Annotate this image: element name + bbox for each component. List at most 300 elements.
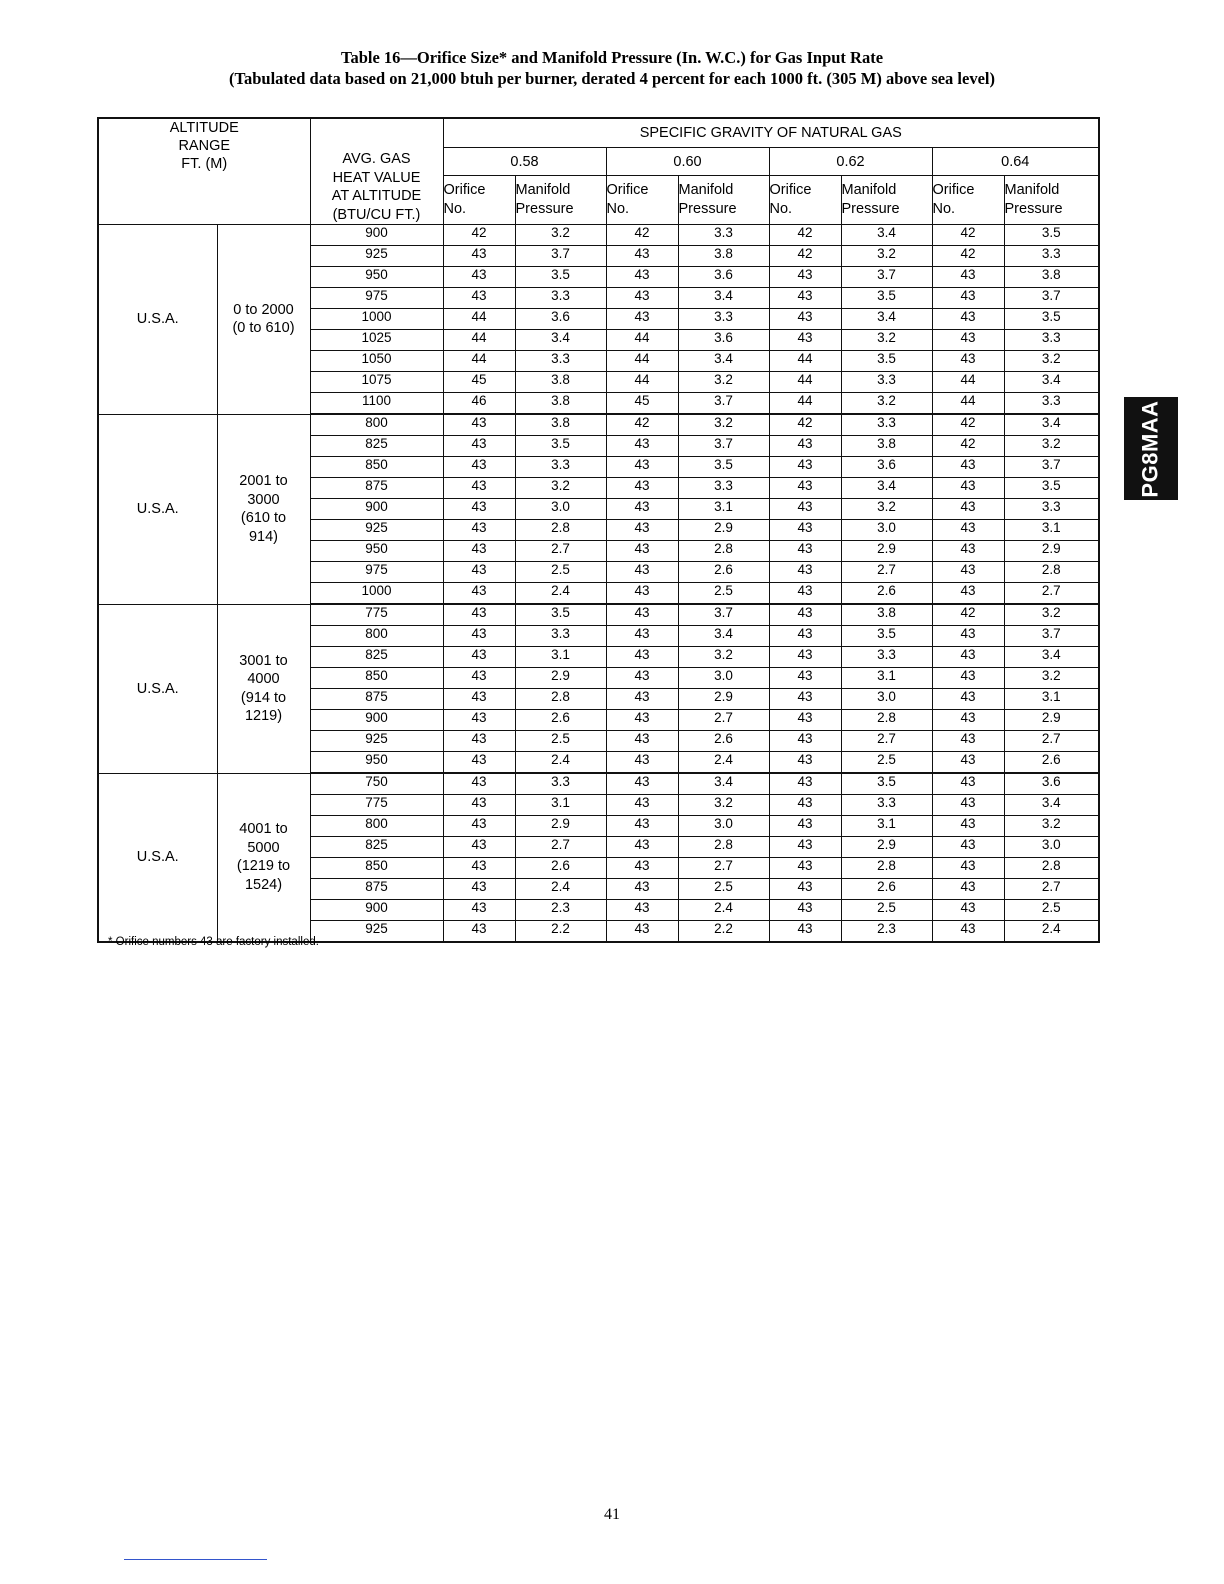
orifice-no-cell: 43 [932, 351, 1004, 372]
table-title: Table 16—Orifice Size* and Manifold Pressure (In. W.C.) for Gas Input Rate [340, 48, 884, 67]
manifold-pressure-cell: 2.9 [515, 816, 606, 837]
manifold-pressure-cell: 3.5 [678, 457, 769, 478]
manifold-pressure-cell: 3.5 [841, 351, 932, 372]
orifice-no-cell: 43 [606, 499, 678, 520]
manifold-pressure-cell: 2.5 [678, 583, 769, 605]
orifice-no-cell: 43 [769, 668, 841, 689]
heat-value-cell: 875 [310, 478, 443, 499]
orifice-no-cell: 43 [769, 583, 841, 605]
orifice-no-cell: 43 [606, 921, 678, 943]
orifice-no-cell: 43 [443, 267, 515, 288]
orifice-no-cell: 43 [443, 773, 515, 795]
manifold-pressure-cell: 3.1 [1004, 689, 1099, 710]
manifold-pressure-cell: 2.5 [678, 879, 769, 900]
orifice-no-cell: 43 [443, 626, 515, 647]
heat-value-cell: 1025 [310, 330, 443, 351]
orifice-no-cell: 43 [606, 795, 678, 816]
orifice-no-cell: 44 [769, 372, 841, 393]
orifice-no-cell: 43 [606, 541, 678, 562]
manifold-pressure-cell: 2.6 [515, 858, 606, 879]
heat-value-cell: 1000 [310, 583, 443, 605]
orifice-no-cell: 44 [932, 393, 1004, 415]
orifice-no-cell: 44 [606, 372, 678, 393]
orifice-no-cell: 43 [769, 457, 841, 478]
orifice-no-cell: 43 [932, 478, 1004, 499]
orifice-no-cell: 43 [932, 288, 1004, 309]
avg-gas-heat-header: AVG. GAS HEAT VALUE AT ALTITUDE (BTU/CU FT.) [310, 118, 443, 225]
orifice-no-cell: 43 [932, 647, 1004, 668]
manifold-pressure-cell: 2.9 [1004, 710, 1099, 731]
altitude-range-label [217, 604, 310, 773]
orifice-no-cell: 43 [769, 879, 841, 900]
orifice-no-cell: 43 [932, 583, 1004, 605]
manifold-pressure-cell: 3.3 [841, 647, 932, 668]
manifold-pressure-cell: 3.4 [678, 351, 769, 372]
manifold-pressure-cell: 3.5 [841, 288, 932, 309]
manifold-pressure-cell: 3.7 [1004, 457, 1099, 478]
orifice-no-cell: 43 [606, 288, 678, 309]
altitude-range-label [217, 414, 310, 604]
orifice-no-cell: 44 [443, 309, 515, 330]
manifold-pressure-cell: 2.4 [678, 752, 769, 774]
orifice-no-cell: 43 [606, 478, 678, 499]
altitude-range-line: 1219) [244, 708, 283, 724]
manifold-pressure-cell: 2.3 [515, 900, 606, 921]
orifice-no-cell: 43 [443, 647, 515, 668]
altitude-range-line: (0 to 610) [232, 320, 295, 337]
footnote: * Orifice numbers 43 are factory installed. [108, 936, 319, 948]
manifold-pressure-cell: 3.3 [515, 773, 606, 795]
orifice-no-cell: 43 [443, 816, 515, 837]
manifold-pressure-cell: 3.4 [841, 225, 932, 246]
heat-value-cell: 850 [310, 457, 443, 478]
orifice-no-cell: 43 [769, 478, 841, 499]
manifold-pressure-cell: 3.2 [1004, 604, 1099, 626]
orifice-no-cell: 43 [932, 837, 1004, 858]
manifold-pressure-cell: 3.2 [841, 246, 932, 267]
manifold-pressure-cell: 3.3 [515, 351, 606, 372]
manifold-pressure-cell: 3.2 [1004, 351, 1099, 372]
manifold-pressure-cell: 3.8 [841, 604, 932, 626]
manifold-pressure-cell: 2.7 [678, 710, 769, 731]
page-number: 41 [604, 1506, 620, 1523]
manifold-pressure-cell: 2.3 [841, 921, 932, 943]
manifold-pressure-cell: 3.1 [841, 816, 932, 837]
heat-value-cell: 900 [310, 225, 443, 246]
manifold-pressure-cell: 3.3 [841, 414, 932, 436]
orifice-no-cell: 43 [606, 710, 678, 731]
manifold-pressure-cell: 2.6 [515, 710, 606, 731]
orifice-no-cell: 43 [932, 457, 1004, 478]
manifold-pressure-cell: 3.3 [841, 372, 932, 393]
orifice-no-cell: 43 [769, 900, 841, 921]
orifice-no-cell: 43 [606, 879, 678, 900]
table-body [98, 225, 1099, 943]
orifice-no-cell: 43 [606, 858, 678, 879]
orifice-no-cell: 43 [932, 921, 1004, 943]
manifold-pressure-cell: 3.5 [515, 267, 606, 288]
manifold-pressure-cell: 3.8 [515, 372, 606, 393]
altitude-range-line: 3000 [247, 491, 280, 508]
orifice-no-cell: 44 [932, 372, 1004, 393]
manifold-pressure-cell: 2.9 [678, 520, 769, 541]
orifice-no-cell: 43 [606, 436, 678, 457]
region-label: U.S.A. [98, 604, 217, 773]
manifold-pressure-cell: 2.5 [841, 900, 932, 921]
manifold-pressure-cell: 3.4 [515, 330, 606, 351]
orifice-no-cell: 43 [932, 562, 1004, 583]
manifold-pressure-cell: 3.4 [678, 288, 769, 309]
heat-value-cell: 975 [310, 288, 443, 309]
orifice-no-cell: 44 [443, 351, 515, 372]
orifice-no-cell: 43 [932, 710, 1004, 731]
orifice-no-cell: 43 [932, 309, 1004, 330]
manifold-pressure-cell: 3.8 [678, 246, 769, 267]
manifold-pressure-cell: 3.5 [515, 436, 606, 457]
orifice-no-cell: 42 [443, 225, 515, 246]
orifice-no-cell: 43 [932, 267, 1004, 288]
manifold-pressure-cell: 3.6 [678, 330, 769, 351]
footer-rule [124, 1559, 267, 1560]
orifice-no-cell: 43 [769, 626, 841, 647]
manifold-pressure-cell: 3.5 [1004, 309, 1099, 330]
manifold-pressure-cell: 3.4 [841, 309, 932, 330]
orifice-no-cell: 43 [769, 330, 841, 351]
orifice-no-cell: 43 [769, 288, 841, 309]
altitude-range-line: 0 to 2000 [233, 301, 294, 318]
manifold-pressure-cell: 3.0 [515, 499, 606, 520]
manifold-pressure-cell: 3.4 [678, 773, 769, 795]
manifold-pressure-cell: 3.2 [678, 372, 769, 393]
manifold-pressure-cell: 2.9 [515, 668, 606, 689]
model-side-tab [1124, 397, 1178, 500]
manifold-pressure-cell: 3.2 [1004, 436, 1099, 457]
manifold-pressure-cell: 2.7 [841, 562, 932, 583]
orifice-no-cell: 43 [443, 499, 515, 520]
orifice-no-cell: 43 [443, 879, 515, 900]
manifold-pressure-cell: 2.6 [841, 583, 932, 605]
manifold-pressure-cell: 3.4 [841, 478, 932, 499]
manifold-pressure-cell: 2.7 [1004, 879, 1099, 900]
manifold-pressure-cell: 3.2 [678, 647, 769, 668]
orifice-no-cell: 43 [606, 900, 678, 921]
manifold-pressure-cell: 2.2 [678, 921, 769, 943]
orifice-no-cell: 43 [443, 668, 515, 689]
orifice-no-cell: 42 [932, 225, 1004, 246]
orifice-no-cell: 43 [606, 246, 678, 267]
manifold-pressure-cell: 3.6 [841, 457, 932, 478]
heat-value-cell: 875 [310, 689, 443, 710]
orifice-no-cell: 43 [606, 309, 678, 330]
manifold-pressure-cell: 2.8 [841, 710, 932, 731]
manifold-pressure-cell: 2.5 [1004, 900, 1099, 921]
heat-value-cell: 925 [310, 921, 443, 943]
manifold-pressure-cell: 2.2 [515, 921, 606, 943]
orifice-no-cell: 43 [932, 879, 1004, 900]
orifice-no-cell: 43 [769, 604, 841, 626]
orifice-no-cell: 43 [932, 731, 1004, 752]
manifold-pressure-header: Manifold Pressure [678, 176, 769, 225]
altitude-range-label [217, 225, 310, 415]
sg-value-header: 0.64 [932, 148, 1099, 176]
manifold-pressure-cell: 3.7 [515, 246, 606, 267]
heat-value-cell: 850 [310, 858, 443, 879]
manifold-pressure-cell: 3.3 [841, 795, 932, 816]
heat-value-cell: 975 [310, 562, 443, 583]
orifice-no-cell: 43 [769, 562, 841, 583]
orifice-no-cell: 43 [769, 816, 841, 837]
orifice-no-cell: 43 [769, 710, 841, 731]
orifice-no-cell: 43 [769, 731, 841, 752]
manifold-pressure-cell: 2.7 [1004, 583, 1099, 605]
orifice-no-cell: 42 [769, 225, 841, 246]
orifice-no-cell: 43 [443, 921, 515, 943]
manifold-pressure-cell: 3.4 [678, 626, 769, 647]
manifold-pressure-cell: 3.6 [678, 267, 769, 288]
manifold-pressure-cell: 3.3 [1004, 499, 1099, 520]
heat-value-cell: 825 [310, 436, 443, 457]
orifice-no-cell: 43 [932, 689, 1004, 710]
manifold-pressure-cell: 2.8 [678, 837, 769, 858]
altitude-range-line: 4001 to [239, 821, 288, 838]
manifold-pressure-cell: 3.2 [1004, 668, 1099, 689]
orifice-no-cell: 42 [769, 246, 841, 267]
manifold-pressure-cell: 2.4 [515, 752, 606, 774]
manifold-pressure-cell: 3.6 [515, 309, 606, 330]
manifold-pressure-cell: 3.3 [1004, 393, 1099, 415]
orifice-no-cell: 42 [932, 604, 1004, 626]
orifice-no-cell: 43 [443, 858, 515, 879]
orifice-no-cell: 43 [606, 773, 678, 795]
orifice-no-cell: 43 [606, 562, 678, 583]
heat-value-cell: 875 [310, 879, 443, 900]
orifice-no-cell: 43 [932, 520, 1004, 541]
manifold-pressure-cell: 3.2 [841, 393, 932, 415]
manifold-pressure-cell: 3.2 [678, 414, 769, 436]
manifold-pressure-cell: 3.5 [1004, 478, 1099, 499]
orifice-no-cell: 43 [443, 837, 515, 858]
orifice-no-cell: 43 [443, 457, 515, 478]
manifold-pressure-cell: 3.4 [1004, 414, 1099, 436]
orifice-no-cell: 44 [769, 351, 841, 372]
sg-value-header: 0.62 [769, 148, 932, 176]
orifice-no-cell: 43 [606, 668, 678, 689]
manifold-pressure-cell: 3.5 [841, 626, 932, 647]
side-tab-label: PG8MAA [1138, 399, 1163, 498]
manifold-pressure-cell: 2.4 [515, 879, 606, 900]
orifice-no-cell: 43 [932, 816, 1004, 837]
orifice-no-cell: 43 [443, 795, 515, 816]
manifold-pressure-cell: 3.3 [1004, 246, 1099, 267]
orifice-no-cell: 43 [606, 604, 678, 626]
orifice-no-cell: 43 [443, 583, 515, 605]
manifold-pressure-cell: 2.8 [841, 858, 932, 879]
manifold-pressure-cell: 2.7 [515, 541, 606, 562]
manifold-pressure-cell: 3.2 [515, 478, 606, 499]
manifold-pressure-cell: 3.2 [1004, 816, 1099, 837]
orifice-no-cell: 43 [769, 499, 841, 520]
manifold-pressure-cell: 3.8 [515, 414, 606, 436]
manifold-pressure-header: Manifold Pressure [841, 176, 932, 225]
manifold-pressure-cell: 3.5 [841, 773, 932, 795]
table-row [98, 604, 1099, 626]
manifold-pressure-cell: 2.8 [1004, 858, 1099, 879]
orifice-no-cell: 44 [443, 330, 515, 351]
altitude-range-line: 3001 to [239, 652, 288, 669]
orifice-no-cell: 43 [443, 710, 515, 731]
sg-value-header: 0.60 [606, 148, 769, 176]
altitude-range-line: 1524) [244, 876, 283, 893]
altitude-range-line: 5000 [247, 839, 280, 856]
orifice-no-cell: 42 [932, 436, 1004, 457]
manifold-pressure-cell: 3.2 [678, 795, 769, 816]
manifold-pressure-cell: 2.6 [841, 879, 932, 900]
orifice-no-cell: 43 [606, 457, 678, 478]
manifold-pressure-cell: 3.8 [841, 436, 932, 457]
altitude-range-line: (610 to [240, 510, 287, 526]
orifice-no-cell: 43 [606, 689, 678, 710]
altitude-range-line: 2001 to [239, 473, 288, 489]
orifice-no-cell: 43 [769, 436, 841, 457]
heat-value-cell: 800 [310, 414, 443, 436]
orifice-no-header: Orifice No. [932, 176, 1004, 225]
orifice-no-cell: 43 [443, 731, 515, 752]
manifold-pressure-cell: 2.7 [678, 858, 769, 879]
manifold-pressure-cell: 3.7 [1004, 288, 1099, 309]
orifice-no-cell: 43 [606, 752, 678, 774]
manifold-pressure-cell: 3.0 [678, 668, 769, 689]
manifold-pressure-cell: 2.4 [515, 583, 606, 605]
manifold-pressure-cell: 3.5 [1004, 225, 1099, 246]
orifice-no-cell: 43 [769, 267, 841, 288]
manifold-pressure-cell: 3.3 [515, 457, 606, 478]
manifold-pressure-cell: 2.6 [678, 562, 769, 583]
manifold-pressure-cell: 3.3 [678, 225, 769, 246]
manifold-pressure-cell: 2.8 [515, 689, 606, 710]
heat-value-cell: 950 [310, 752, 443, 774]
orifice-no-cell: 43 [932, 499, 1004, 520]
manifold-pressure-cell: 2.5 [515, 731, 606, 752]
orifice-no-cell: 43 [769, 752, 841, 774]
heat-value-cell: 950 [310, 541, 443, 562]
region-label: U.S.A. [98, 414, 217, 604]
orifice-no-cell: 43 [932, 795, 1004, 816]
orifice-no-cell: 42 [932, 414, 1004, 436]
orifice-no-cell: 43 [443, 562, 515, 583]
sg-value-header: 0.58 [443, 148, 606, 176]
orifice-no-cell: 43 [443, 288, 515, 309]
manifold-pressure-cell: 3.1 [1004, 520, 1099, 541]
table-row [98, 773, 1099, 795]
manifold-pressure-cell: 3.7 [841, 267, 932, 288]
orifice-no-cell: 43 [769, 773, 841, 795]
region-label: U.S.A. [98, 773, 217, 942]
orifice-no-cell: 43 [932, 752, 1004, 774]
orifice-no-cell: 43 [443, 541, 515, 562]
orifice-no-cell: 42 [769, 414, 841, 436]
orifice-no-cell: 43 [769, 795, 841, 816]
heat-value-cell: 750 [310, 773, 443, 795]
manifold-pressure-cell: 2.7 [1004, 731, 1099, 752]
heat-value-cell: 825 [310, 647, 443, 668]
orifice-no-cell: 42 [606, 225, 678, 246]
manifold-pressure-cell: 3.3 [1004, 330, 1099, 351]
orifice-no-cell: 44 [606, 351, 678, 372]
orifice-no-cell: 45 [443, 372, 515, 393]
altitude-range-line: 4000 [247, 671, 280, 687]
orifice-pressure-table [97, 117, 1100, 943]
orifice-no-cell: 45 [606, 393, 678, 415]
orifice-no-cell: 43 [932, 668, 1004, 689]
table-subtitle: (Tabulated data based on 21,000 btuh per burner, derated 4 percent for each 1000 ft. (305 M) above sea level) [228, 69, 995, 88]
heat-value-cell: 1050 [310, 351, 443, 372]
orifice-no-cell: 43 [769, 837, 841, 858]
heat-value-cell: 900 [310, 900, 443, 921]
manifold-pressure-cell: 3.5 [515, 604, 606, 626]
orifice-no-cell: 43 [932, 900, 1004, 921]
orifice-no-cell: 43 [769, 309, 841, 330]
table-row [98, 225, 1099, 246]
manifold-pressure-cell: 3.2 [515, 225, 606, 246]
manifold-pressure-cell: 2.8 [678, 541, 769, 562]
manifold-pressure-cell: 3.7 [678, 436, 769, 457]
manifold-pressure-cell: 2.9 [678, 689, 769, 710]
altitude-range-line: (1219 to [236, 858, 291, 875]
altitude-range-header: ALTITUDE RANGE FT. (M) [98, 118, 310, 225]
orifice-no-cell: 43 [932, 626, 1004, 647]
manifold-pressure-cell: 3.4 [1004, 372, 1099, 393]
heat-value-cell: 1000 [310, 309, 443, 330]
manifold-pressure-cell: 3.1 [515, 647, 606, 668]
orifice-no-cell: 43 [606, 837, 678, 858]
orifice-no-cell: 43 [769, 858, 841, 879]
heat-value-cell: 900 [310, 499, 443, 520]
orifice-no-cell: 43 [769, 541, 841, 562]
orifice-no-cell: 43 [443, 752, 515, 774]
manifold-pressure-cell: 2.5 [515, 562, 606, 583]
orifice-no-cell: 43 [606, 647, 678, 668]
orifice-no-cell: 44 [769, 393, 841, 415]
orifice-no-cell: 44 [606, 330, 678, 351]
orifice-no-cell: 43 [606, 267, 678, 288]
orifice-no-cell: 43 [606, 626, 678, 647]
manifold-pressure-cell: 3.8 [1004, 267, 1099, 288]
orifice-no-cell: 43 [769, 647, 841, 668]
manifold-pressure-cell: 3.1 [515, 795, 606, 816]
orifice-no-cell: 43 [443, 689, 515, 710]
orifice-no-cell: 43 [932, 541, 1004, 562]
heat-value-cell: 825 [310, 837, 443, 858]
orifice-no-cell: 43 [443, 478, 515, 499]
manifold-pressure-cell: 2.7 [841, 731, 932, 752]
orifice-no-cell: 43 [606, 816, 678, 837]
manifold-pressure-cell: 2.8 [1004, 562, 1099, 583]
manifold-pressure-cell: 2.4 [1004, 921, 1099, 943]
manifold-pressure-cell: 3.7 [678, 604, 769, 626]
manifold-pressure-cell: 3.7 [678, 393, 769, 415]
orifice-no-cell: 43 [443, 900, 515, 921]
heat-value-cell: 1100 [310, 393, 443, 415]
manifold-pressure-cell: 2.7 [515, 837, 606, 858]
orifice-no-cell: 43 [443, 246, 515, 267]
orifice-no-header: Orifice No. [769, 176, 841, 225]
altitude-range-line: 914) [248, 528, 279, 545]
manifold-pressure-cell: 3.3 [678, 478, 769, 499]
heat-value-cell: 925 [310, 520, 443, 541]
orifice-no-cell: 43 [443, 436, 515, 457]
orifice-no-cell: 46 [443, 393, 515, 415]
manifold-pressure-cell: 2.9 [841, 541, 932, 562]
